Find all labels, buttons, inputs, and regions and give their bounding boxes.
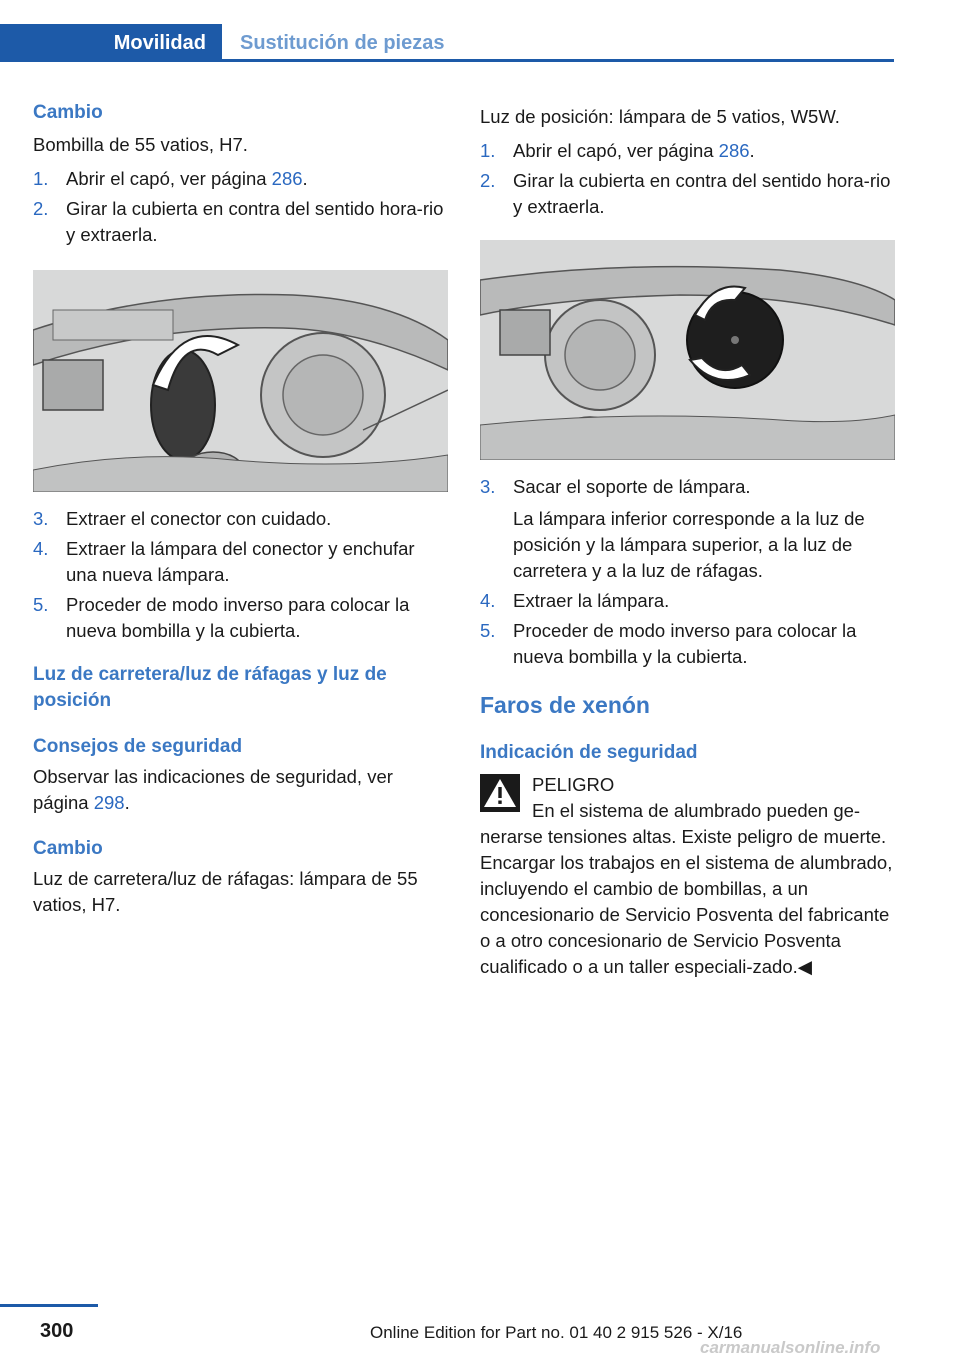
danger-warning bbox=[480, 772, 895, 980]
heading-luz-carretera: Luz de carretera/luz de ráfagas y luz de posición bbox=[33, 664, 387, 711]
edition-text: Online Edition for Part no. 01 40 2 915 526 - X/16 bbox=[370, 1323, 743, 1342]
heading-faros-xenon: Faros de xenón bbox=[480, 692, 650, 718]
list-item bbox=[33, 592, 448, 644]
warning-text: En el sistema de alumbrado pueden ge-nerarse tensiones altas. Existe peligro de muerte. Encargar los trabajos en el sistema de alumbrado, incluyendo el cambio de bombillas, a un concesionario de Servicio Posventa del fabricante o a otro concesionario de Servicio Posventa cualificado o a un taller especiali-zado.◀ bbox=[480, 800, 893, 977]
watermark: carmanualsonline.info bbox=[700, 1338, 881, 1357]
tab-sustitucion-de-piezas[interactable]: Sustitución de piezas bbox=[240, 31, 445, 54]
step-3-subparagraph: La lámpara inferior corresponde a la luz de posición y la lámpara superior, a la luz de carretera y a la luz de ráfagas. bbox=[513, 508, 865, 581]
tab-movilidad[interactable]: Movilidad bbox=[0, 24, 222, 62]
step-text: Girar la cubierta en contra del sentido hora-rio y extraerla. bbox=[66, 198, 444, 245]
heading-cambio-2: Cambio bbox=[33, 838, 103, 859]
step-text: Sacar el soporte de lámpara. La lámpara inferior corresponde a la luz de posición y la lámpara superior, a la luz de carretera y a la luz de ráfagas. bbox=[513, 474, 895, 584]
steps-left-a bbox=[33, 166, 448, 248]
header-rule bbox=[222, 59, 894, 62]
step-number: 4. bbox=[33, 538, 49, 559]
step-number: 2. bbox=[480, 170, 496, 191]
step-number: 3. bbox=[480, 476, 496, 497]
page-link-286[interactable]: 286 bbox=[271, 168, 303, 189]
list-item bbox=[480, 588, 895, 614]
step-number: 2. bbox=[33, 198, 49, 219]
step-text: Proceder de modo inverso para colocar la nueva bombilla y la cubierta. bbox=[513, 620, 857, 667]
step-text: Extraer la lámpara. bbox=[513, 590, 670, 611]
list-item bbox=[480, 168, 895, 220]
top-navigation bbox=[0, 0, 960, 62]
headlamp-figure-left bbox=[33, 270, 448, 492]
step-text: Extraer la lámpara del conector y enchufar una nueva lámpara. bbox=[66, 538, 415, 585]
step-number: 1. bbox=[33, 168, 49, 189]
list-item bbox=[33, 166, 448, 192]
list-item bbox=[33, 536, 448, 588]
consejos-text: Observar las indicaciones de seguridad, ver página 298. bbox=[33, 766, 393, 813]
right-column bbox=[480, 100, 895, 980]
steps-right-a bbox=[480, 138, 895, 220]
position-light-spec: Luz de posición: lámpara de 5 vatios, W5W. bbox=[480, 106, 840, 127]
step-number: 3. bbox=[33, 508, 49, 529]
headlamp-figure-right bbox=[480, 240, 895, 460]
list-item bbox=[33, 506, 448, 532]
page-link-298[interactable]: 298 bbox=[93, 792, 125, 813]
cambio-2-text: Luz de carretera/luz de ráfagas: lámpara de 55 vatios, H7. bbox=[33, 868, 418, 915]
step-number: 5. bbox=[480, 620, 496, 641]
steps-right-b bbox=[480, 474, 895, 670]
list-item bbox=[480, 138, 895, 164]
list-item bbox=[33, 196, 448, 248]
list-item bbox=[480, 474, 895, 584]
step-text: Proceder de modo inverso para colocar la nueva bombilla y la cubierta. bbox=[66, 594, 410, 641]
step-text: Extraer el conector con cuidado. bbox=[66, 508, 332, 529]
step-text: Girar la cubierta en contra del sentido hora-rio y extraerla. bbox=[513, 170, 891, 217]
step-number: 1. bbox=[480, 140, 496, 161]
step-number: 4. bbox=[480, 590, 496, 611]
page-link-286[interactable]: 286 bbox=[718, 140, 750, 161]
steps-left-b bbox=[33, 506, 448, 644]
warning-triangle-icon bbox=[480, 774, 520, 812]
heading-consejos-seguridad: Consejos de seguridad bbox=[33, 736, 243, 757]
page-number: 300 bbox=[40, 1320, 74, 1342]
warning-title: PELIGRO bbox=[532, 774, 615, 795]
step-text: Abrir el capó, ver página 286. bbox=[513, 140, 755, 161]
bulb-spec: Bombilla de 55 vatios, H7. bbox=[33, 134, 248, 155]
step-text: Abrir el capó, ver página 286. bbox=[66, 168, 308, 189]
list-item bbox=[480, 618, 895, 670]
left-column bbox=[33, 100, 448, 918]
heading-cambio: Cambio bbox=[33, 102, 103, 123]
step-number: 5. bbox=[33, 594, 49, 615]
footer-rule bbox=[0, 1304, 98, 1307]
heading-indicacion-seguridad: Indicación de seguridad bbox=[480, 742, 698, 763]
